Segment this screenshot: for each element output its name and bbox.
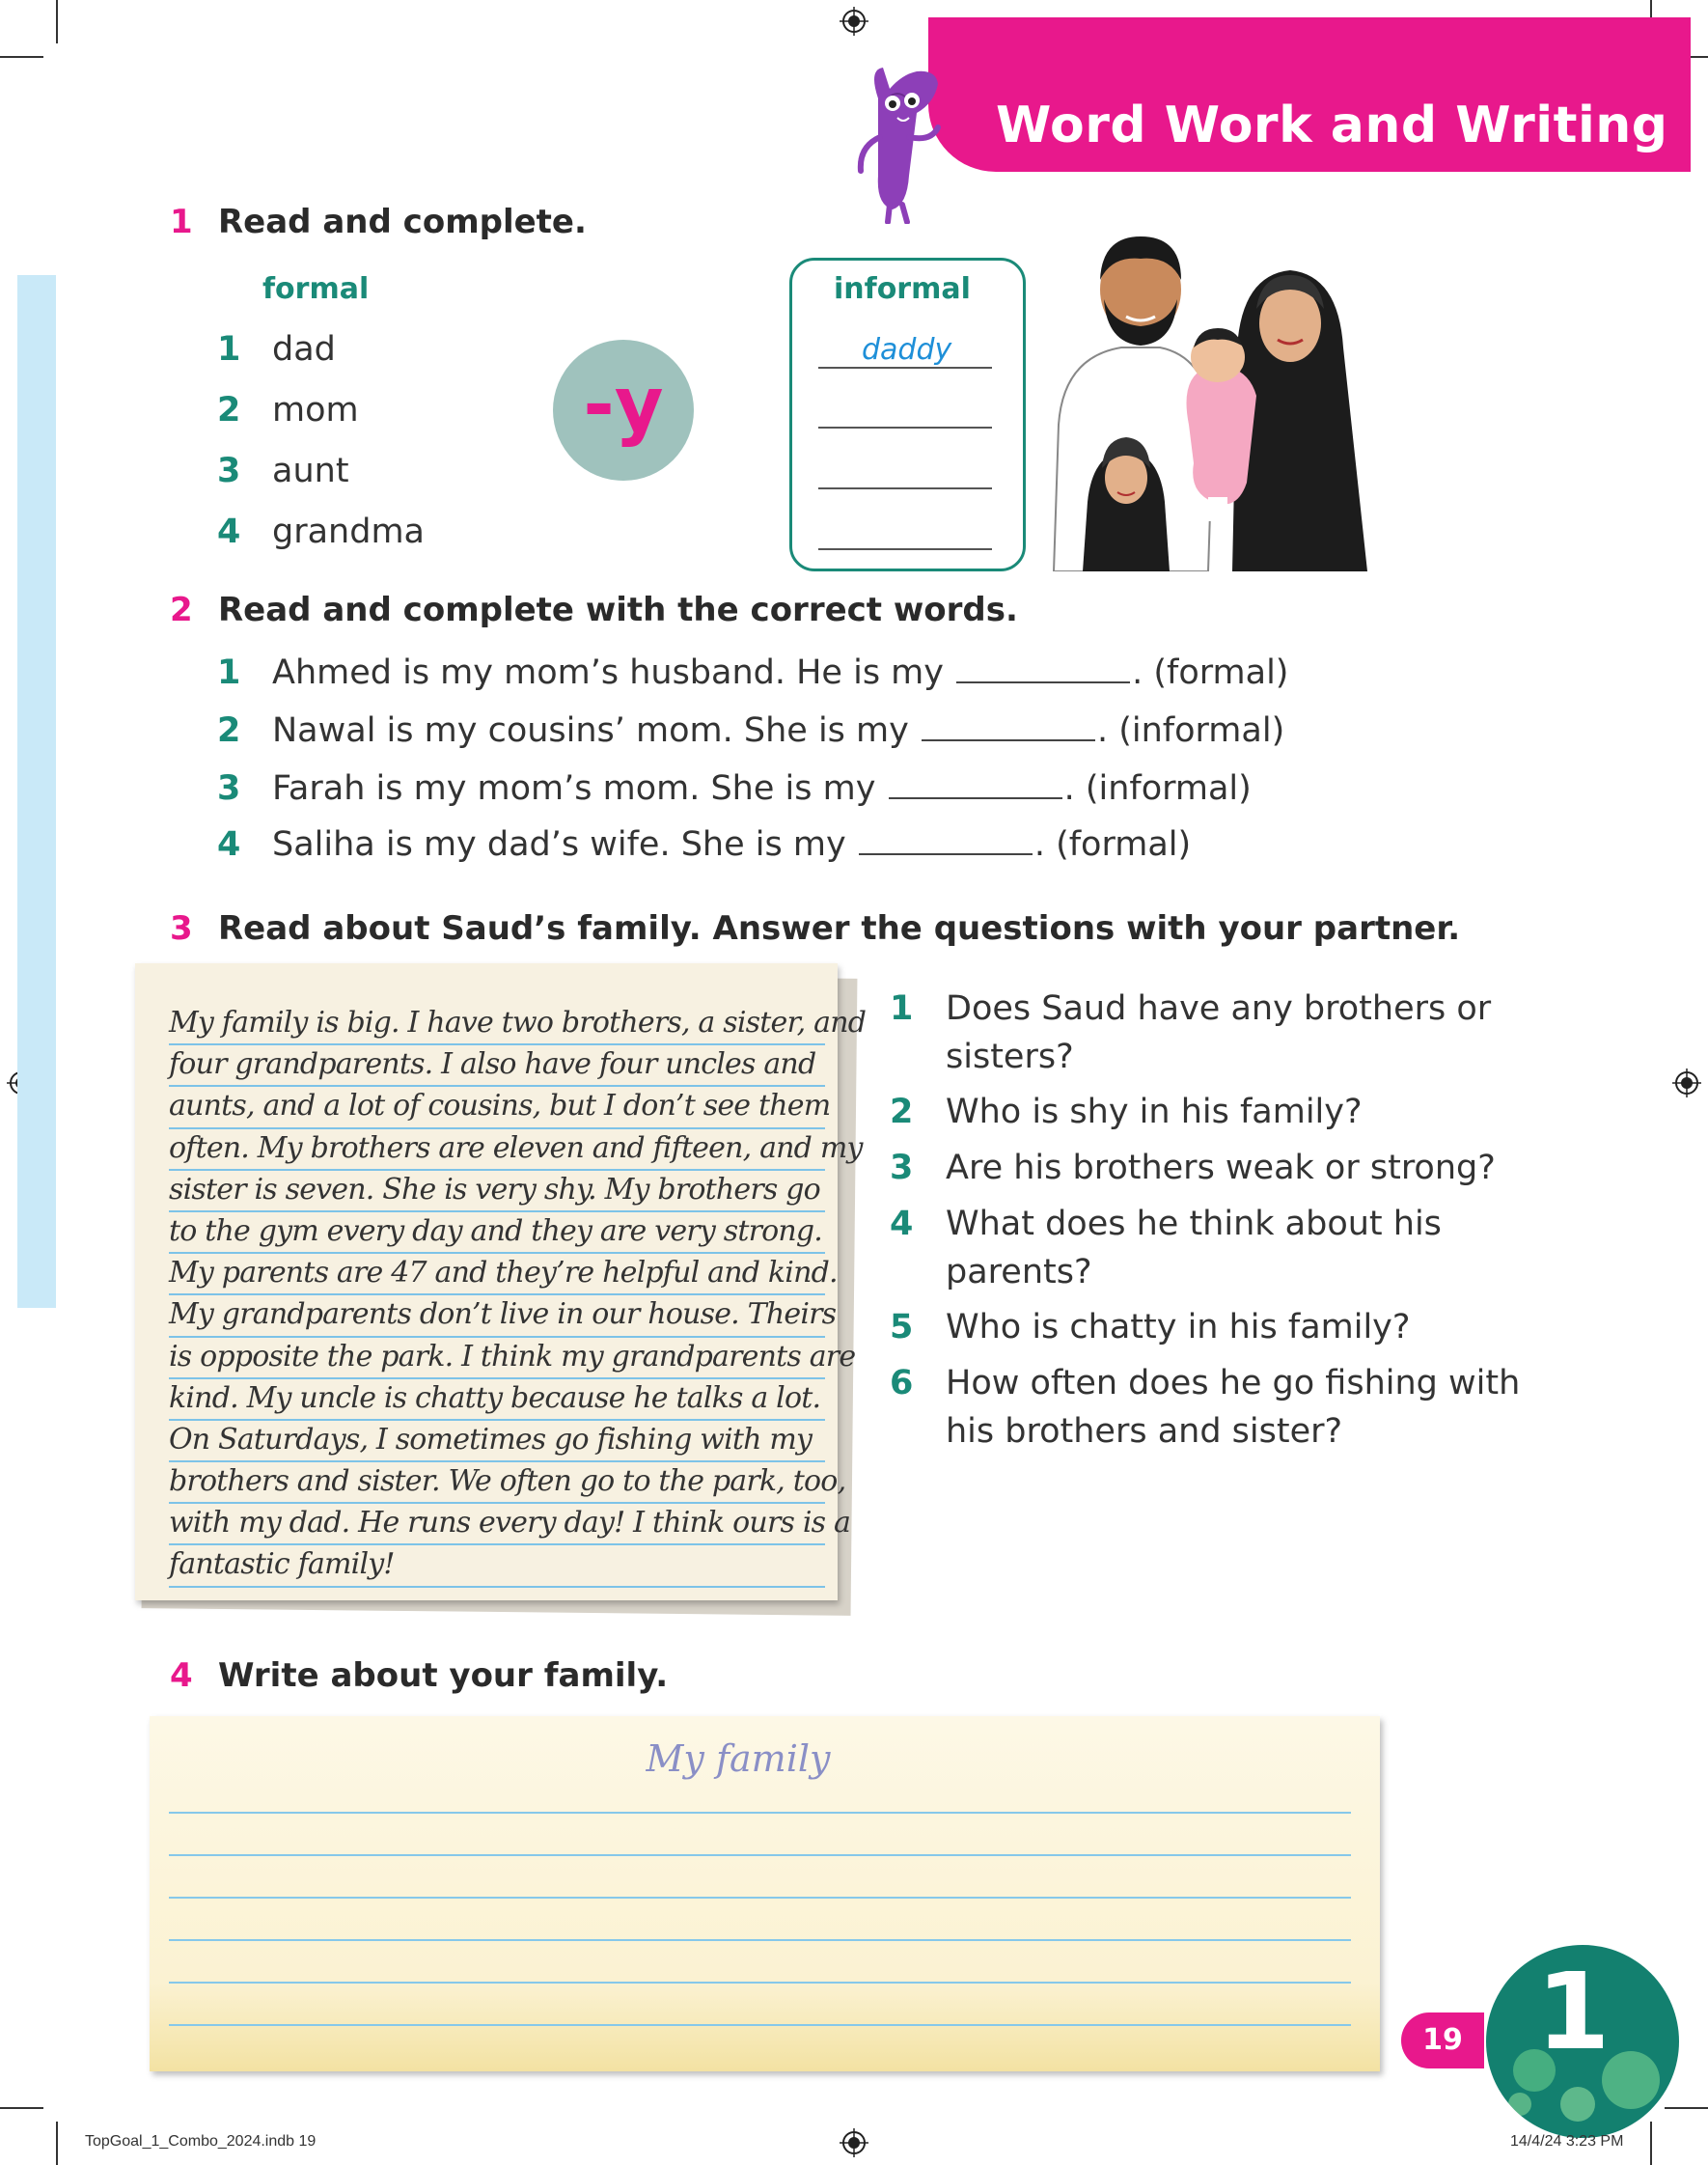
answer-blank[interactable] [956, 654, 1130, 683]
writing-line[interactable] [169, 1897, 1351, 1899]
ex4-heading: 4 Write about your family. [170, 1656, 669, 1695]
sentence-item: 2 Nawal is my cousins’ mom. She is my . (informal) [217, 711, 1285, 750]
crop-mark [0, 2107, 43, 2109]
formal-header: formal [262, 272, 370, 306]
sentence-item: 3 Farah is my mom’s mom. She is my . (informal) [217, 769, 1252, 808]
story-line: kind. My uncle is chatty because he talks a lot. [169, 1379, 825, 1421]
crop-mark [56, 0, 58, 43]
writing-line[interactable] [169, 1854, 1351, 1856]
answer-blank[interactable] [818, 487, 992, 489]
example-answer: daddy [862, 333, 952, 367]
story-line: sister is seven. She is very shy. My brothers go [169, 1171, 825, 1212]
mascot-icon [849, 60, 955, 224]
sentence-item: 1 Ahmed is my mom’s husband. He is my . (formal) [217, 653, 1289, 692]
family-illustration [1044, 232, 1390, 571]
answer-blank[interactable] [818, 548, 992, 550]
list-item: 1 dad [217, 330, 336, 369]
answer-blank[interactable] [818, 367, 992, 369]
suffix-badge: -y [553, 340, 694, 481]
ex2-heading: 2 Read and complete with the correct words. [170, 591, 1018, 629]
writing-line[interactable] [169, 1939, 1351, 1941]
story-line: My family is big. I have two brothers, a sister, and [169, 1004, 825, 1045]
list-item: 3 aunt [217, 452, 349, 490]
story-line: aunts, and a lot of cousins, but I don’t see them [169, 1087, 825, 1128]
answer-blank[interactable] [922, 712, 1095, 741]
story-line: brothers and sister. We often go to the park, too, [169, 1462, 825, 1504]
story-line: is opposite the park. I think my grandparents are [169, 1338, 825, 1379]
registration-mark-icon [1672, 1069, 1701, 1097]
story-line: fantastic family! [169, 1545, 825, 1587]
crop-mark [1650, 2122, 1652, 2165]
informal-header: informal [834, 272, 971, 306]
writing-line[interactable] [169, 2024, 1351, 2026]
ex3-heading: 3 Read about Saud’s family. Answer the questions with your partner. [170, 909, 1461, 948]
answer-blank[interactable] [889, 770, 1062, 799]
informal-answer-box [789, 258, 1026, 571]
story-line: My parents are 47 and they’re helpful and kind. [169, 1254, 825, 1295]
list-item: 4 grandma [217, 513, 425, 551]
answer-blank[interactable] [818, 427, 992, 429]
list-item: 2 mom [217, 391, 359, 430]
ex1-heading: 1 Read and complete. [170, 203, 587, 241]
crop-mark [0, 56, 43, 58]
writing-line[interactable] [169, 1982, 1351, 1984]
crop-mark [56, 2122, 58, 2165]
story-line: to the gym every day and they are very strong. [169, 1212, 825, 1254]
page-title: Word Work and Writing [996, 97, 1668, 154]
writing-box-title: My family [646, 1737, 831, 1780]
story-line: On Saturdays, I sometimes go fishing with my [169, 1421, 825, 1462]
writing-line[interactable] [169, 1812, 1351, 1814]
story-line: often. My brothers are eleven and fifteen, and my [169, 1129, 825, 1171]
answer-blank[interactable] [859, 826, 1033, 855]
unit-number: 1 [1536, 1950, 1611, 2073]
crop-mark [1665, 2107, 1708, 2109]
story-line: with my dad. He runs every day! I think ours is a [169, 1504, 825, 1545]
story-line: My grandparents don’t live in our house. Theirs [169, 1295, 825, 1337]
story-text [169, 1004, 867, 1588]
side-color-bar [17, 275, 56, 1308]
registration-mark-icon [840, 2128, 868, 2157]
sentence-item: 4 Saliha is my dad’s wife. She is my . (formal) [217, 825, 1192, 864]
page-number: 19 [1401, 2012, 1484, 2068]
registration-mark-icon [840, 7, 868, 36]
story-line: four grandparents. I also have four uncles and [169, 1045, 825, 1087]
footer-file-info: TopGoal_1_Combo_2024.indb 19 [85, 2133, 317, 2150]
footer-timestamp: 14/4/24 3:23 PM [1510, 2133, 1624, 2150]
